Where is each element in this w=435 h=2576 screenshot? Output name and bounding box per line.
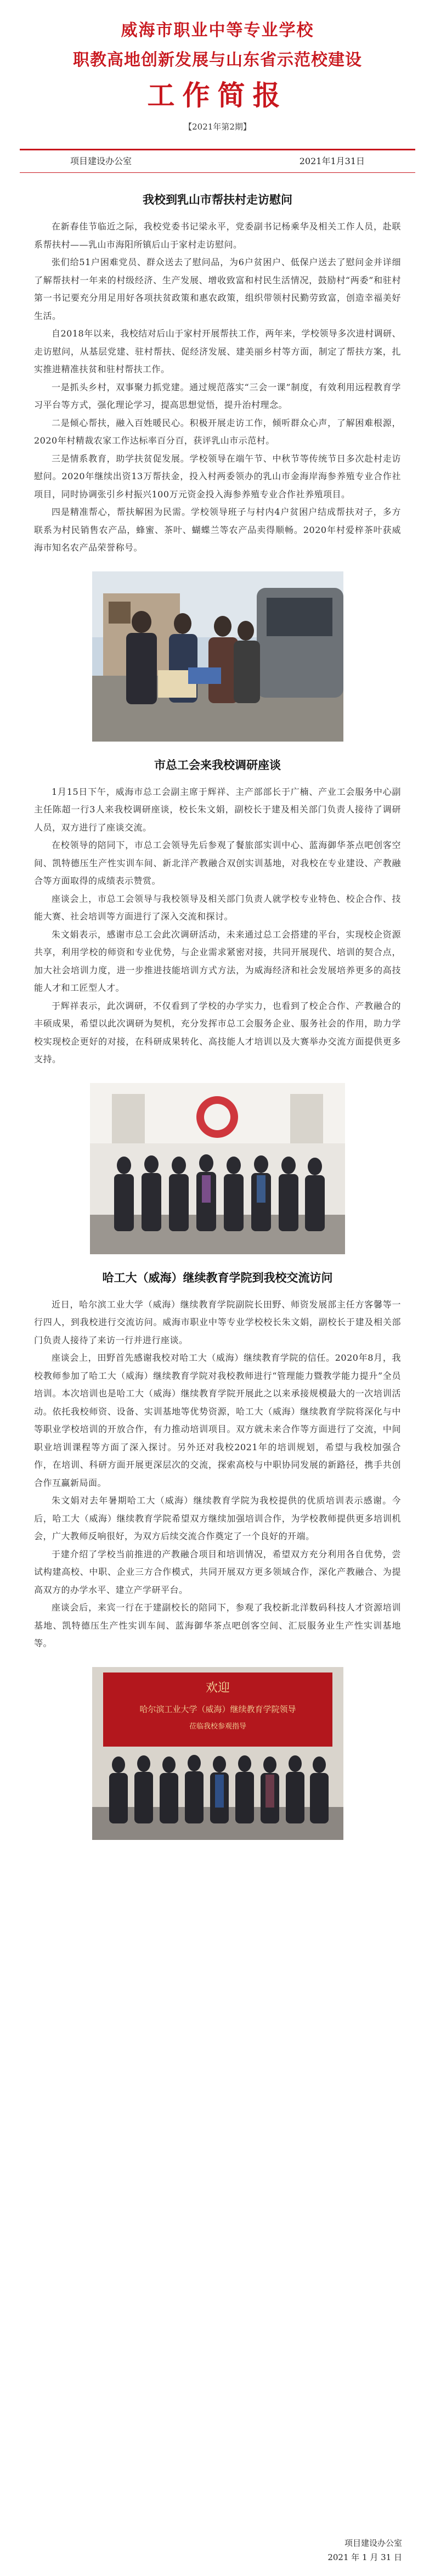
article-title: 市总工会来我校调研座谈 <box>154 757 281 772</box>
article-paragraph: 张们给51户困难党员、群众送去了慰问品，为6户贫困户、低保户送去了慰问金并详细了解帮扶村一年来的村级经济、生产发展、增收致富和村民生活情况，鼓励村“两委”和驻村第一书记要充分用足用好各项扶贫政策和惠农政策，组织带领村民勤劳致富，创造幸福美好生活。 <box>34 257 401 321</box>
banner-guest-text: 哈尔滨工业大学（威海）继续教育学院领导 <box>139 1704 296 1714</box>
article-paragraph: 座谈会上，田野首先感谢我校对哈工大（威海）继续教育学院的信任。2020年8月，我校教师参加了哈工大（威海）继续教育学院对我校教师进行“管理能力暨教学能力提升”全员培训。本次培训也是哈工大（威海）继续教育学院开展此之以来承接规模最大的一次培训活动。依托我校师资、设备、实训基地等优势资源，哈工大（威海）继续教育学院将深化与中等职业学校培训的开放合作，有力推动培训项目。双方就未来合作等方面进行了交流，中间职业培训课程等方面了深入探讨。另外还对我校2021年的培训规划，希望与我校加强合作，在培训、科研方面开展更深层次的交流，探索高校与中职协同发展的新路径，携手共创合作互赢新局面。 <box>34 1352 401 1488</box>
footer-signature <box>327 2536 402 2564</box>
briefing-title: 工作简报 <box>147 79 288 111</box>
article-paragraph: 一是抓头乡村，双事聚力抓党建。通过规范落实“三会一课”制度，有效利用远程教育学习平台等方式，强化理论学习，提高思想觉悟，提升治村理念。 <box>34 381 401 410</box>
article-paragraph: 朱文娟对去年暑期哈工大（威海）继续教育学院为我校提供的优质培训表示感谢。今后，哈工大（威海）继续教育学院希望双方继续加强培训合作，为学校教师提供更多培训机会，广大教师反响很好，为双方后续交流合作奠定了一个良好的开端。 <box>34 1495 401 1541</box>
photo-village-visit <box>92 571 343 742</box>
article-paragraph: 于辉祥表示，此次调研，不仅看到了学校的办学实力，也看到了校企合作、产教融合的丰硕成果，希望以此次调研为契机，充分发挥市总工会服务企业、服务社会的作用，助力学校实现校企更好的对接，在科研成果转化、高技能人才培训以及大赛举办交流方面提供更多支持。 <box>34 1000 401 1064</box>
article-paragraph: 座谈会后，来宾一行在于建副校长的陪同下，参观了我校新北洋数码科技人才资源培训基地、凯特德压生产性实训车间、蓝海御华茶点吧创客空间、汇辰服务业生产性实训基地等。 <box>34 1602 401 1648</box>
banner-guide-text: 莅临我校参观指导 <box>189 1722 246 1731</box>
masthead-subtitle: 职教高地创新发展与山东省示范校建设 <box>73 50 362 70</box>
issue-date: 2021年1月31日 <box>299 156 365 166</box>
article-title: 我校到乳山市帮扶村走访慰问 <box>143 193 292 206</box>
banner-welcome-text: 欢迎 <box>205 1681 230 1695</box>
article-poverty-visit <box>34 192 401 742</box>
article-title: 哈工大（威海）继续教育学院到我校交流访问 <box>102 1270 333 1284</box>
article-paragraph: 三是情系教育，助学扶贫促发展。学校领导在端午节、中秋节等传统节日多次赴村走访慰问。2020年继续出资13万帮扶金，投入村两委领办的乳山市金海岸海参养殖专业合作社项目，同时协调张引乡村振兴100万元资金投入海参养殖专业合作社养殖项目。 <box>34 453 401 500</box>
article-hit-visit <box>34 1270 401 1840</box>
article-paragraph: 于建介绍了学校当前推进的产教融合项目和培训情况，希望双方充分利用各自优势，尝试构建高校、中职、企业三方合作模式，共同开展双方更多领域合作，深化产教融合、为提高双方的办学水平、建立产学研平台。 <box>34 1548 401 1595</box>
briefing-content <box>0 173 435 1840</box>
article-paragraph: 自2018年以来，我校结对后山于家村开展帮扶工作，两年来，学校领导多次进村调研、走访慰问，从基层党建、驻村帮扶、促经济发展、建美丽乡村等方面，制定了帮扶方案，扎实推进精准扶贫和驻村帮扶工作。 <box>34 328 401 374</box>
issuing-office: 项目建设办公室 <box>70 156 132 166</box>
article-union-survey <box>34 757 401 1254</box>
photo-welcome-banner-group <box>92 1667 343 1840</box>
issue-number: 【2021年第2期】 <box>184 122 251 132</box>
article-paragraph: 座谈会上，市总工会领导与我校领导及相关部门负责人就学校专业特色、校企合作、技能大赛、社会培训等方面进行了深入交流和探讨。 <box>34 893 401 922</box>
school-name: 威海市职业中等专业学校 <box>121 21 314 40</box>
article-paragraph: 二是倾心帮扶，融入百姓暖民心。积极开展走访工作，倾听群众心声，了解困难根源，2020年村精裁农家工作达标率百分百，获评乳山市示范村。 <box>34 417 401 446</box>
article-paragraph: 在校领导的陪同下，市总工会领导先后参观了餐旅部实训中心、蓝海御华茶点吧创客空间、凯特德压生产性实训车间、新北洋产教融合双创实训基地，对我校在专业建设、产教融合等方面取得的成绩表示赞赏。 <box>34 840 401 886</box>
meta-line <box>20 150 415 172</box>
masthead <box>0 0 435 132</box>
footer-date: 2021 年 1 月 31 日 <box>327 2552 402 2562</box>
article-paragraph: 四是精准帮心，帮扶解困为民需。学校领导班子与村内4户贫困户结成帮扶对子，多方联系为村民销售农产品，蜂蜜、茶叶、蝴蝶兰等农产品卖得顺畅。2020年村爱梓茶叶获威海市知名农产品荣誉称号。 <box>34 507 401 553</box>
footer-office: 项目建设办公室 <box>344 2538 402 2548</box>
article-paragraph: 朱文娟表示，感谢市总工会此次调研活动，未来通过总工会搭建的平台，实现校企资源共享，利用学校的师资和专业优势，与企业需求紧密对接，共同开展现代、培训的契合点，加大社会培训力度，进一步推进技能培训方式方法，为威海经济和社会发展培养更多的高技能人才和工匠型人才。 <box>34 929 401 993</box>
article-paragraph: 在新春佳节临近之际，我校党委书记梁永平，党委副书记杨乘华及相关工作人员，赴联系帮扶村——乳山市海阳所镇后山于家村走访慰问。 <box>34 221 401 250</box>
photo-union-group <box>90 1083 345 1254</box>
article-paragraph: 近日，哈尔滨工业大学（威海）继续教育学院副院长田野、师资发展部主任方客馨等一行四人，到我校进行交流访问。威海市职业中等专业学校校长朱文娟，副校长于建及相关部门负责人接待了来访一行并进行座谈。 <box>34 1299 401 1345</box>
article-paragraph: 1月15日下午，威海市总工会副主席于辉祥、主产部部长于广楠、产业工会服务中心副主任陈超一行3人来我校调研座谈，校长朱文娟，副校长于建及相关部门负责人接待了调研人员，双方进行了座谈交流。 <box>34 786 401 833</box>
